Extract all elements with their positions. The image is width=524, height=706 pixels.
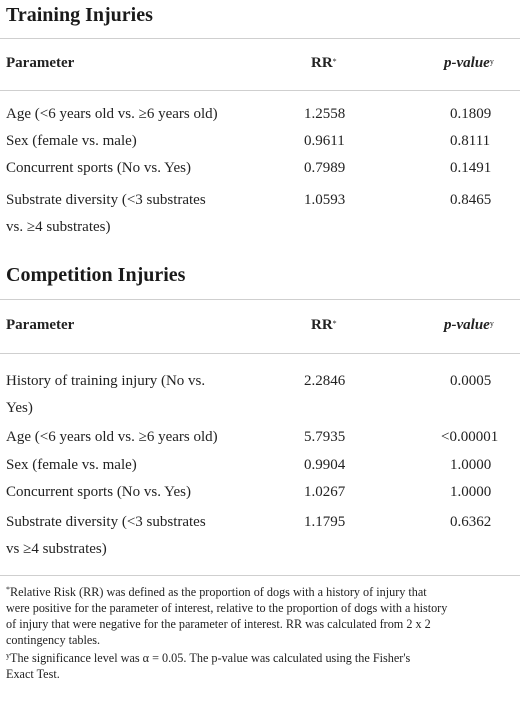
row-pvalue: 0.8465	[450, 192, 492, 208]
footnote-significance: $^y$The significance level was α = 0.05. The p-value was calculated using the Fisher's Exact Test.	[6, 651, 411, 681]
row-pvalue: 1.0000	[450, 457, 492, 473]
footnote-rule	[0, 575, 520, 576]
row-pvalue: 0.6362	[450, 514, 492, 530]
competition-header-bottom-rule	[0, 353, 520, 354]
training-header-pvalue: p-value$^y$	[444, 55, 494, 71]
row-pvalue: <0.00001	[441, 429, 499, 445]
row-parameter: Sex (female vs. male)	[6, 457, 137, 473]
row-parameter: Age (<6 years old vs. ≥6 years old)	[6, 106, 218, 122]
row-rr: 1.0267	[304, 484, 346, 500]
training-header-top-rule	[0, 38, 520, 39]
row-parameter: Concurrent sports (No vs. Yes)	[6, 484, 191, 500]
training-header-rr: RR*	[311, 55, 337, 71]
row-parameter: Concurrent sports (No vs. Yes)	[6, 160, 191, 176]
competition-section-title: Competition Injuries	[6, 264, 186, 286]
training-header-parameter: Parameter	[6, 55, 75, 71]
row-rr: 1.0593	[304, 192, 346, 208]
row-rr: 0.9611	[304, 133, 345, 149]
row-rr: 0.9904	[304, 457, 346, 473]
row-rr: 1.1795	[304, 514, 346, 530]
competition-header-parameter: Parameter	[6, 317, 75, 333]
footnote-rr: *Relative Risk (RR) was defined as the proportion of dogs with a history of injury that were positive for the parameter of interest, relative to the proportion of dogs with a history of injury that were negative for the parameter of interest. RR was calculated from 2 x 2 contingency tables.	[6, 585, 448, 647]
row-pvalue: 1.0000	[450, 484, 492, 500]
row-parameter: Age (<6 years old vs. ≥6 years old)	[6, 429, 218, 445]
row-pvalue: 0.0005	[450, 373, 492, 389]
row-parameter-line1: Substrate diversity (<3 substrates	[6, 192, 206, 208]
row-rr: 1.2558	[304, 106, 346, 122]
row-rr: 0.7989	[304, 160, 346, 176]
row-pvalue: 0.1491	[450, 160, 492, 176]
competition-header-pvalue: p-value$^y$	[444, 317, 494, 333]
training-header-bottom-rule	[0, 90, 520, 91]
row-parameter: Sex (female vs. male)	[6, 133, 137, 149]
row-rr: 2.2846	[304, 373, 346, 389]
row-parameter-line2: Yes)	[6, 400, 33, 416]
row-parameter-line2: vs ≥4 substrates)	[6, 541, 107, 557]
row-parameter-line1: Substrate diversity (<3 substrates	[6, 514, 206, 530]
row-pvalue: 0.1809	[450, 106, 492, 122]
footnote-significance-mark: y	[6, 651, 10, 660]
training-section-title: Training Injuries	[6, 4, 153, 26]
row-pvalue: 0.8111	[450, 133, 491, 149]
footnote-rr-mark: *	[6, 585, 10, 594]
competition-header-top-rule	[0, 299, 520, 300]
row-parameter-line2: vs. ≥4 substrates)	[6, 219, 111, 235]
row-parameter-line1: History of training injury (No vs.	[6, 373, 206, 389]
competition-header-rr: RR*	[311, 317, 337, 333]
row-rr: 5.7935	[304, 429, 346, 445]
